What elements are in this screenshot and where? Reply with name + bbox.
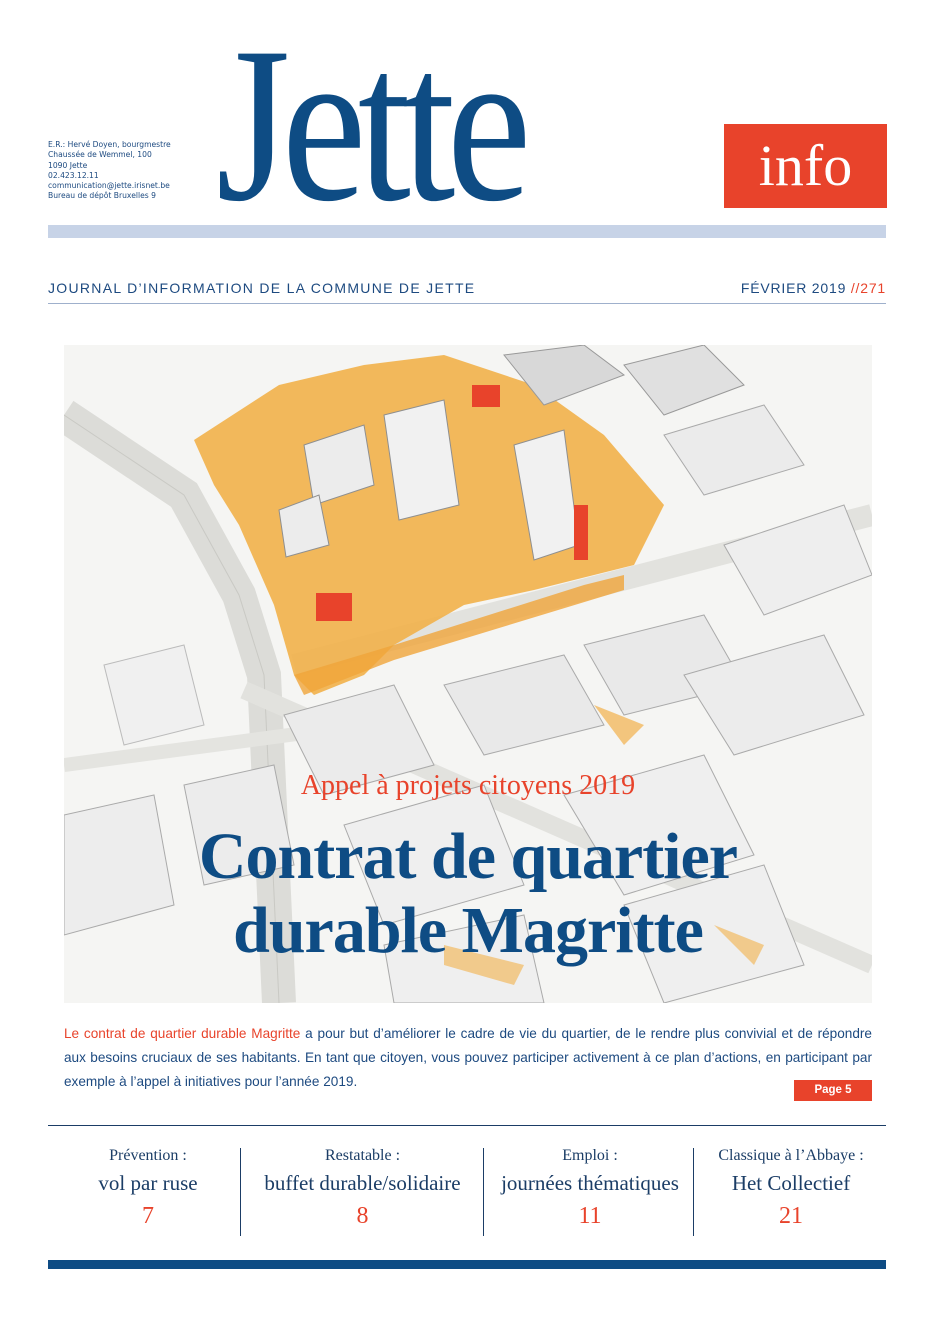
teaser-restatable[interactable] [245,1145,480,1233]
er-line: communication@jette.irisnet.be [48,181,170,191]
teaser-page: 7 [142,1203,154,1229]
teaser-emploi[interactable] [488,1145,692,1233]
footer-rule [48,1260,886,1269]
teaser-category: Emploi : [562,1147,618,1164]
teaser-page: 11 [578,1203,602,1229]
teaser-divider [240,1148,241,1236]
teaser-page: 8 [356,1203,369,1229]
er-line: 02.423.12.11 [48,170,99,180]
teaser-category: Restatable : [324,1147,401,1164]
er-line: Chaussée de Wemmel, 100 [48,150,152,160]
info-badge: info [724,124,887,208]
journal-name: JOURNAL D’INFORMATION DE LA COMMUNE DE JETTE [48,280,476,296]
masthead-title: Jette [216,2,523,248]
page-reference[interactable]: Page 5 [794,1080,872,1101]
issue-number: //271 [850,280,886,296]
teaser-prevention[interactable] [48,1145,248,1233]
intro-lead: Le contrat de quartier durable Magritte [64,1026,301,1041]
hero-kicker: Appel à projets citoyens 2019 [300,770,636,801]
teaser-abbaye[interactable] [696,1145,886,1233]
responsible-editor [48,140,171,202]
er-line: E.R.: Hervé Doyen, bourgmestre [48,140,171,149]
teaser-headline: buffet durable/solidaire [264,1171,461,1195]
teaser-divider [693,1148,694,1236]
issue-date: FÉVRIER 2019 [740,280,847,296]
teaser-rule [48,1125,886,1126]
teaser-category: Prévention : [109,1147,187,1164]
headline-line: durable Magritte [233,894,703,967]
intro-body: a pour but d’améliorer le cadre de vie du quartier, de le rendre plus convivial et de répondre aux besoins cruciaux de ses habitants. En tant que citoyen, vous pouvez participer activement à ce plan d’actions, en participant par exemple à l’appel à initiatives pour l’année 2019. [64,1026,872,1089]
intro-paragraph [64,1022,872,1094]
teaser-headline: Het Collectief [731,1171,851,1195]
er-line: Bureau de dépôt Bruxelles 9 [48,191,156,201]
issue-info [741,280,886,296]
headline-line: Contrat de quartier [198,820,738,893]
teaser-headline: journées thématiques [501,1171,679,1195]
teaser-page: 21 [779,1203,803,1229]
er-line: 1090 Jette [48,160,88,170]
teaser-headline: vol par ruse [98,1171,198,1195]
hero-headline [64,820,872,968]
teaser-category: Classique à l’Abbaye : [718,1147,864,1164]
teaser-divider [483,1148,484,1236]
header-rule [48,303,886,304]
